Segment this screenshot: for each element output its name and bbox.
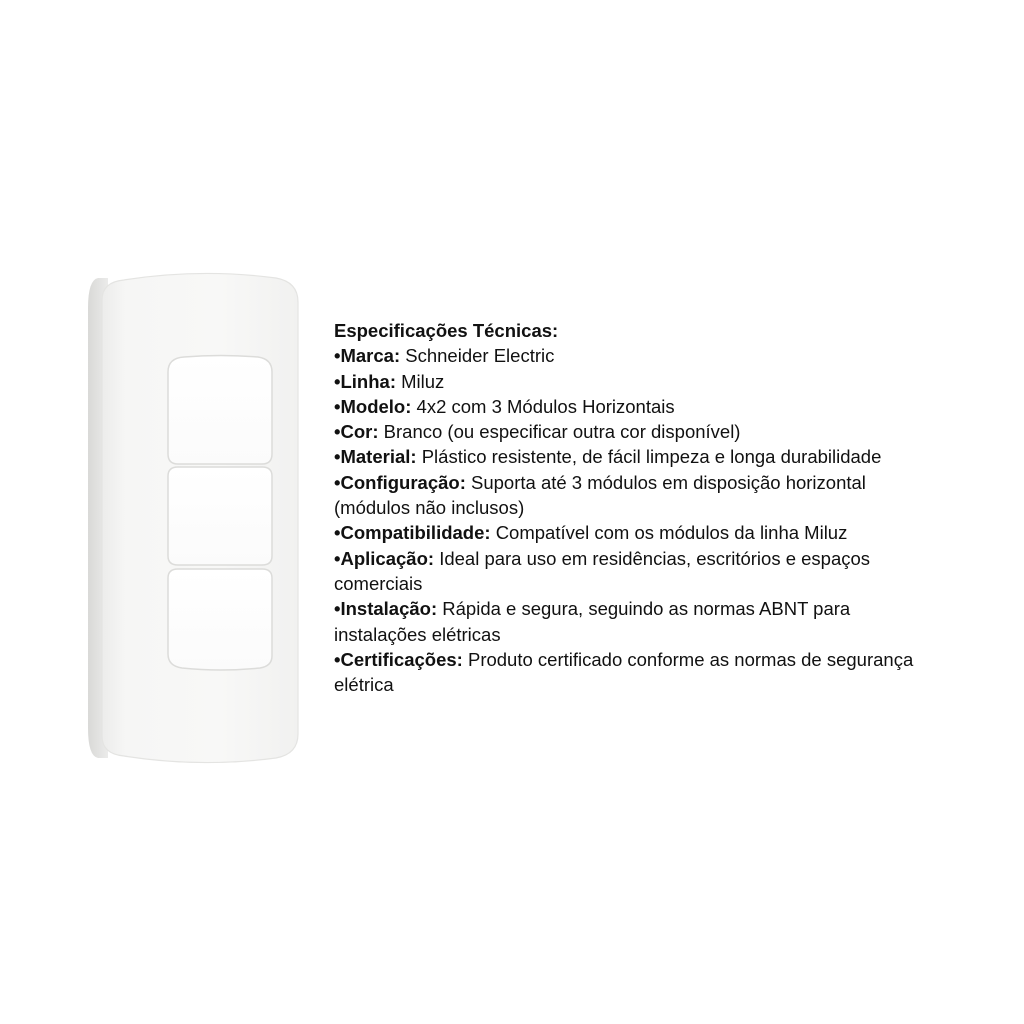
spec-row-certificacoes-cont	[334, 672, 1014, 697]
spec-value: Branco (ou especificar outra cor disponível)	[383, 421, 741, 443]
spec-bullet: •	[334, 547, 341, 569]
spec-bullet: •	[334, 648, 341, 670]
spec-row-modelo	[334, 394, 1014, 419]
spec-row-aplicacao	[334, 546, 1014, 571]
module-opening-1	[168, 356, 272, 465]
spec-value: Suporta até 3 módulos em disposição horizontal	[471, 471, 866, 493]
spec-value: Schneider Electric	[405, 345, 555, 367]
spec-value: Ideal para uso em residências, escritórios e espaços	[439, 547, 871, 569]
spec-key: Linha:	[340, 370, 396, 392]
spec-row-cor	[334, 419, 1014, 444]
spec-key: Aplicação:	[340, 547, 435, 569]
spec-value-continued: elétrica	[334, 674, 394, 696]
spec-row-compatibilidade	[334, 520, 1014, 545]
spec-row-instalacao-cont	[334, 622, 1014, 647]
spec-key: Material:	[340, 446, 417, 468]
spec-bullet: •	[334, 395, 341, 417]
spec-bullet: •	[334, 446, 341, 468]
module-opening-2	[168, 467, 272, 565]
spec-value: Produto certificado conforme as normas de segurança	[467, 648, 914, 670]
spec-row-marca	[334, 343, 1014, 368]
spec-row-configuracao-cont	[334, 495, 1014, 520]
spec-bullet: •	[334, 471, 341, 493]
spec-key: Instalação:	[340, 598, 438, 620]
spec-bullet: •	[334, 345, 341, 367]
spec-row-material	[334, 444, 1014, 469]
wall-plate-3-module-icon	[84, 268, 310, 768]
spec-key: Marca:	[340, 345, 401, 367]
spec-row-instalacao	[334, 596, 1014, 621]
spec-key: Configuração:	[340, 471, 466, 493]
spec-key: Modelo:	[340, 395, 412, 417]
module-openings	[168, 356, 272, 671]
spec-value-continued: comerciais	[334, 572, 423, 594]
wall-plate-image	[84, 268, 310, 768]
spec-key: Certificações:	[340, 648, 463, 670]
specifications-title: Especificações Técnicas:	[334, 320, 559, 341]
spec-value: Miluz	[401, 370, 445, 392]
spec-row-linha	[334, 369, 1014, 394]
module-opening-3	[168, 569, 272, 670]
spec-value-continued: (módulos não inclusos)	[334, 497, 525, 519]
spec-row-certificacoes	[334, 647, 1014, 672]
spec-key: Cor:	[340, 421, 379, 443]
specifications-block	[334, 318, 1014, 697]
spec-bullet: •	[334, 522, 341, 544]
spec-value-continued: instalações elétricas	[334, 623, 501, 645]
spec-bullet: •	[334, 370, 341, 392]
spec-row-configuracao	[334, 470, 1014, 495]
spec-value: Rápida e segura, seguindo as normas ABNT para	[442, 598, 851, 620]
spec-bullet: •	[334, 421, 341, 443]
spec-row-aplicacao-cont	[334, 571, 1014, 596]
spec-value: 4x2 com 3 Módulos Horizontais	[416, 395, 675, 417]
spec-value: Plástico resistente, de fácil limpeza e longa durabilidade	[421, 446, 882, 468]
spec-value: Compatível com os módulos da linha Miluz	[495, 522, 848, 544]
spec-bullet: •	[334, 598, 341, 620]
spec-key: Compatibilidade:	[340, 522, 491, 544]
